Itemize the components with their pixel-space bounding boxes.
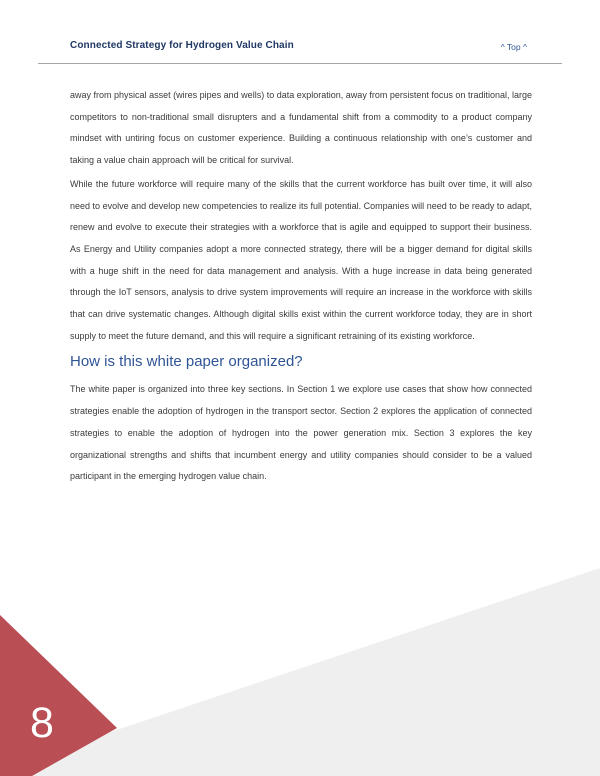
section-heading: How is this white paper organized? xyxy=(70,353,303,371)
header-title: Connected Strategy for Hydrogen Value Chain xyxy=(70,40,294,51)
top-link[interactable]: ^ Top ^ xyxy=(500,42,527,52)
paragraph-paper-organization: The white paper is organized into three key sections. In Section 1 we explore use cases that show how connected strategies enable the adoption of hydrogen in the transport sector. Section 2 explores the application of connected strategies to enable the adoption of hydrogen into the power generation mix. Section 3 explores the key organizational strengths and shifts that incumbent energy and utility companies should consider to be a valued participant in the emerging hydrogen value chain. xyxy=(70,384,532,482)
document-body xyxy=(70,85,532,490)
header-rule xyxy=(38,63,562,64)
paragraph-future-workforce: While the future workforce will require many of the skills that the current workforce has built over time, it will also need to evolve and develop new competencies to realize its full potential. Companies will need to be ready to adapt, renew and evolve to execute their strategies with a workforce that is agile and equipped to support their business. As Energy and Utility companies adopt a more connected strategy, there will be a bigger demand for digital skills with a huge shift in the need for data management and analysis. With a huge increase in data being generated through the IoT sensors, analysis to drive system improvements will require an increase in the workforce with skills that can drive systematic changes. Although digital skills exist within the current workforce today, they are in short supply to meet the future demand, and this will require a significant retraining of its existing workforce. xyxy=(70,178,532,341)
page-number: 8 xyxy=(30,699,54,747)
paragraph-workforce-shift: away from physical asset (wires pipes and wells) to data exploration, away from persistent focus on traditional, large competitors to non-traditional small disrupters and a fundamental shift from a commodity to a product company mindset with untiring focus on customer experience. Building a continuous relationship with one’s customer and taking a value chain approach will be critical for survival. xyxy=(70,90,532,166)
